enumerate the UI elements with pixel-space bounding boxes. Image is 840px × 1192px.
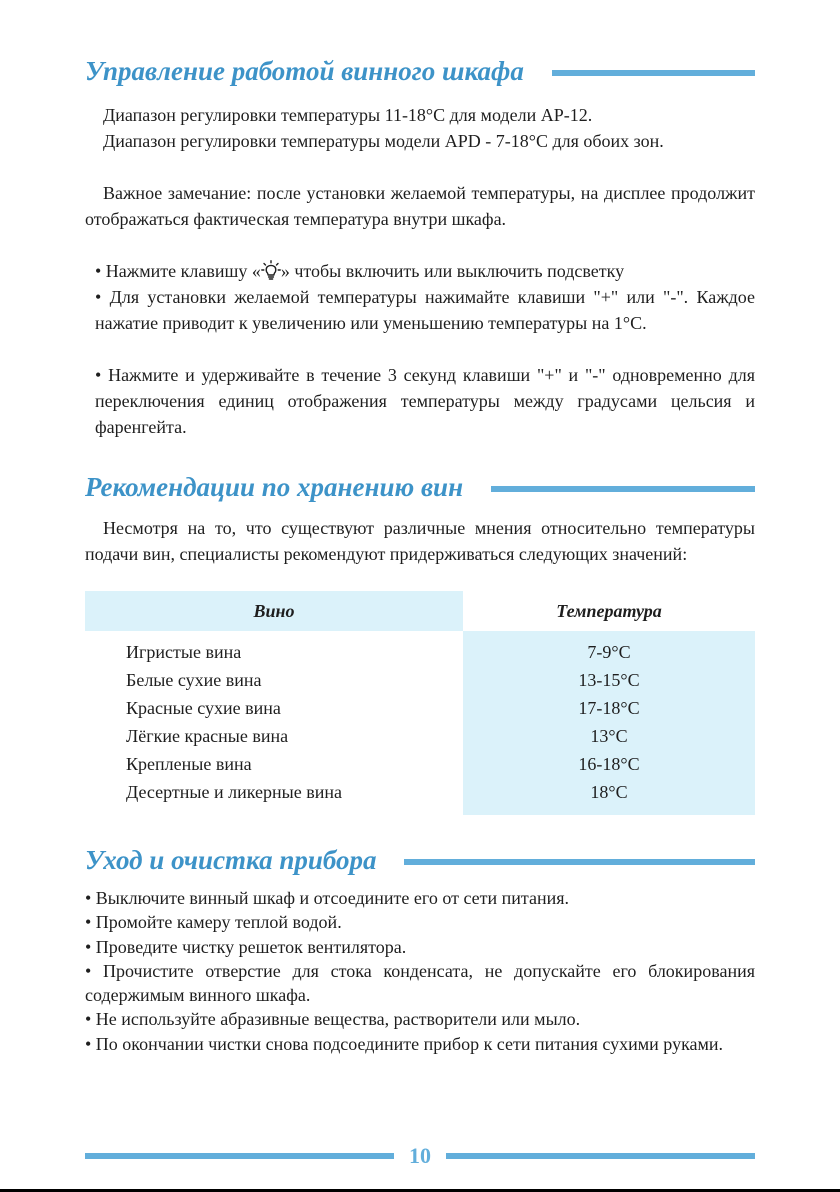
temperature-column (463, 631, 755, 815)
wine-name: Красные сухие вина (126, 698, 281, 718)
wine-temperature-table (85, 591, 755, 815)
wine-temperature: 7-9°С (587, 642, 631, 662)
section-header-control (85, 55, 755, 87)
section-title-storage: Рекомендации по хранению вин (85, 472, 464, 502)
bullet-light-after: » чтобы включить или выключить подсветку (280, 261, 625, 281)
wine-temperature: 13°С (590, 726, 628, 746)
wine-name: Лёгкие красные вина (126, 726, 289, 746)
page-footer (85, 1141, 755, 1171)
section-rule (404, 859, 755, 865)
wine-name: Крепленые вина (126, 754, 252, 774)
temperature-range-text (85, 102, 755, 154)
page-number: 10 (409, 1143, 431, 1168)
manual-page (85, 0, 755, 1192)
wine-name: Белые сухие вина (126, 670, 262, 690)
wine-temperature: 13-15°С (578, 670, 640, 690)
section-rule (552, 70, 755, 76)
wine-column (85, 631, 463, 815)
section-title-care: Уход и очистка прибора (85, 845, 377, 875)
wine-name: Десертные и ликерные вина (126, 782, 342, 802)
wine-name: Игристые вина (126, 642, 242, 662)
range-apd: Диапазон регулировки температуры модели APD - 7-18°С для обоих зон. (103, 131, 664, 151)
bulb-icon (261, 260, 281, 280)
section-rule (491, 486, 755, 492)
care-item: • Выключите винный шкаф и отсоедините его от сети питания. (85, 888, 570, 908)
header-wine: Вино (85, 591, 463, 631)
section-header-care (85, 844, 755, 876)
care-list (85, 886, 755, 1056)
care-item: • Не используйте абразивные вещества, растворители или мыло. (85, 1009, 581, 1030)
care-item: • По окончании чистки снова подсоедините прибор к сети питания сухими руками. (85, 1033, 724, 1054)
header-temperature: Температура (556, 600, 662, 621)
bullet-light (85, 258, 755, 284)
footer-rule-right (446, 1153, 755, 1159)
care-item: • Промойте камеру теплой водой. (85, 912, 342, 933)
footer-rule-left (85, 1153, 394, 1159)
bullet-light-before: • Нажмите клавишу « (95, 261, 261, 281)
range-ap12: Диапазон регулировки температуры 11-18°С для модели АР-12. (103, 105, 593, 125)
wine-temperature: 18°С (590, 782, 628, 802)
section-header-storage (85, 471, 755, 503)
storage-intro: Несмотря на то, что существуют различные мнения относительно температуры подачи вин, специалисты рекомендуют придерживаться следующих значений: (85, 518, 755, 564)
section-title-control: Управление работой винного шкафа (85, 56, 524, 86)
wine-temperature: 17-18°С (578, 698, 640, 718)
care-item: • Прочистите отверстие для стока конденсата, не допускайте его блокирования содержимым винного шкафа. (85, 960, 755, 1006)
wine-temperature: 16-18°С (578, 754, 640, 774)
important-note: Важное замечание: после установки желаемой температуры, на дисплее продолжит отображаться фактическая температура внутри шкафа. (85, 183, 755, 229)
table-body (85, 631, 755, 815)
care-item: • Проведите чистку решеток вентилятора. (85, 936, 407, 957)
bullet-units: • Нажмите и удерживайте в течение 3 секунд клавиши "+" и "-" одновременно для переключения единиц отображения температуры между градусами цельсия и фаренгейта. (95, 365, 755, 437)
table-header (85, 591, 755, 631)
bullet-set-temperature: • Для установки желаемой температуры нажимайте клавиши "+" или "-". Каждое нажатие приводит к увеличению или уменьшению температуры на 1°С. (95, 287, 755, 333)
